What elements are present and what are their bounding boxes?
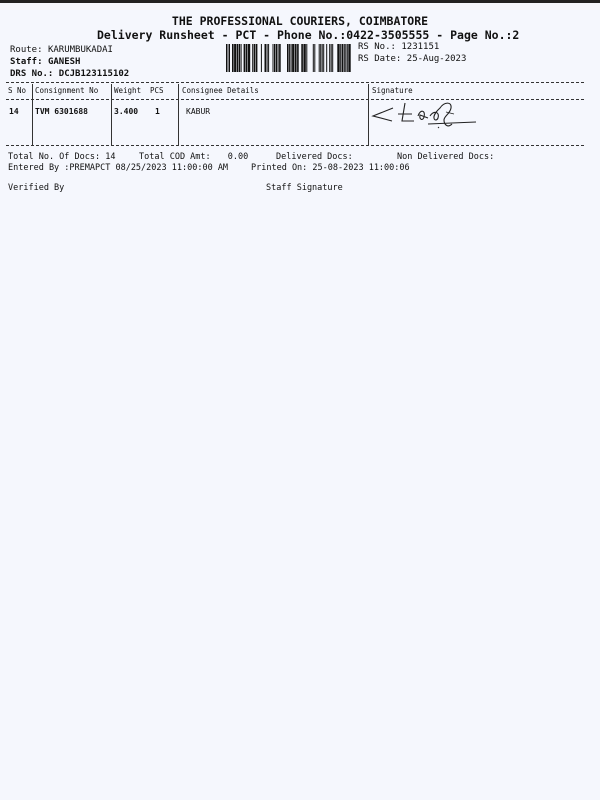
- column-divider: [32, 84, 33, 146]
- document-subtitle: Delivery Runsheet - PCT - Phone No.:0422-3505555 - Page No.:2: [97, 28, 520, 42]
- staff-signature-label: Staff Signature: [266, 183, 343, 193]
- route-line: [10, 45, 113, 55]
- rs-no-label: RS No.:: [358, 42, 396, 52]
- total-cod-line: [139, 152, 248, 162]
- col-header-consignment: Consignment No: [35, 86, 99, 95]
- col-header-sno: S No: [8, 86, 27, 95]
- drs-label: DRS No.:: [10, 69, 54, 79]
- total-cod-label: Total COD Amt:: [139, 152, 211, 162]
- totals-line: [8, 152, 116, 162]
- col-header-weight: Weight: [114, 86, 142, 95]
- entered-by: Entered By :PREMAPCT 08/25/2023 11:00:00 AM: [8, 163, 229, 173]
- non-delivered-docs-label: Non Delivered Docs:: [397, 152, 495, 162]
- table-top-rule: [6, 82, 584, 83]
- printed-on: Printed On: 25-08-2023 11:00:06: [251, 163, 410, 173]
- staff-line: [10, 57, 80, 67]
- route-value: KARUMBUKADAI: [47, 45, 113, 55]
- barcode-image: [226, 44, 352, 72]
- column-divider: [111, 84, 112, 146]
- col-header-pcs: PCS: [150, 86, 164, 95]
- total-docs-label: Total No. Of Docs:: [8, 152, 101, 162]
- col-header-signature: Signature: [372, 86, 413, 95]
- rs-date-line: [358, 54, 466, 64]
- delivered-docs-label: Delivered Docs:: [276, 152, 353, 162]
- rs-date-value: 25-Aug-2023: [406, 54, 467, 64]
- total-cod-value: 0.00: [227, 152, 249, 162]
- drs-value: DCJB123115102: [58, 69, 130, 79]
- document-title: THE PROFESSIONAL COURIERS, COIMBATORE: [171, 14, 429, 28]
- table-header-rule: [6, 99, 584, 100]
- top-border-line: [0, 0, 600, 3]
- staff-value: GANESH: [47, 57, 81, 67]
- cell-pcs: 1: [155, 107, 160, 116]
- cell-consignee: KABUR: [186, 107, 211, 116]
- cell-consignment: TVM 6301688: [35, 107, 88, 116]
- rs-no-line: [358, 42, 439, 52]
- table-bottom-rule: [6, 145, 584, 146]
- column-divider: [178, 84, 179, 146]
- col-header-consignee: Consignee Details: [182, 86, 259, 95]
- total-docs-value: 14: [105, 152, 116, 162]
- handwritten-signature: [368, 94, 478, 134]
- verified-by-label: Verified By: [8, 183, 65, 193]
- drs-line: [10, 69, 129, 79]
- rs-no-value: 1231151: [401, 42, 440, 52]
- route-label: Route:: [10, 45, 43, 55]
- cell-weight: 3.400: [114, 107, 139, 116]
- staff-label: Staff:: [10, 57, 43, 67]
- rs-date-label: RS Date:: [358, 54, 402, 64]
- cell-sno: 14: [9, 107, 19, 116]
